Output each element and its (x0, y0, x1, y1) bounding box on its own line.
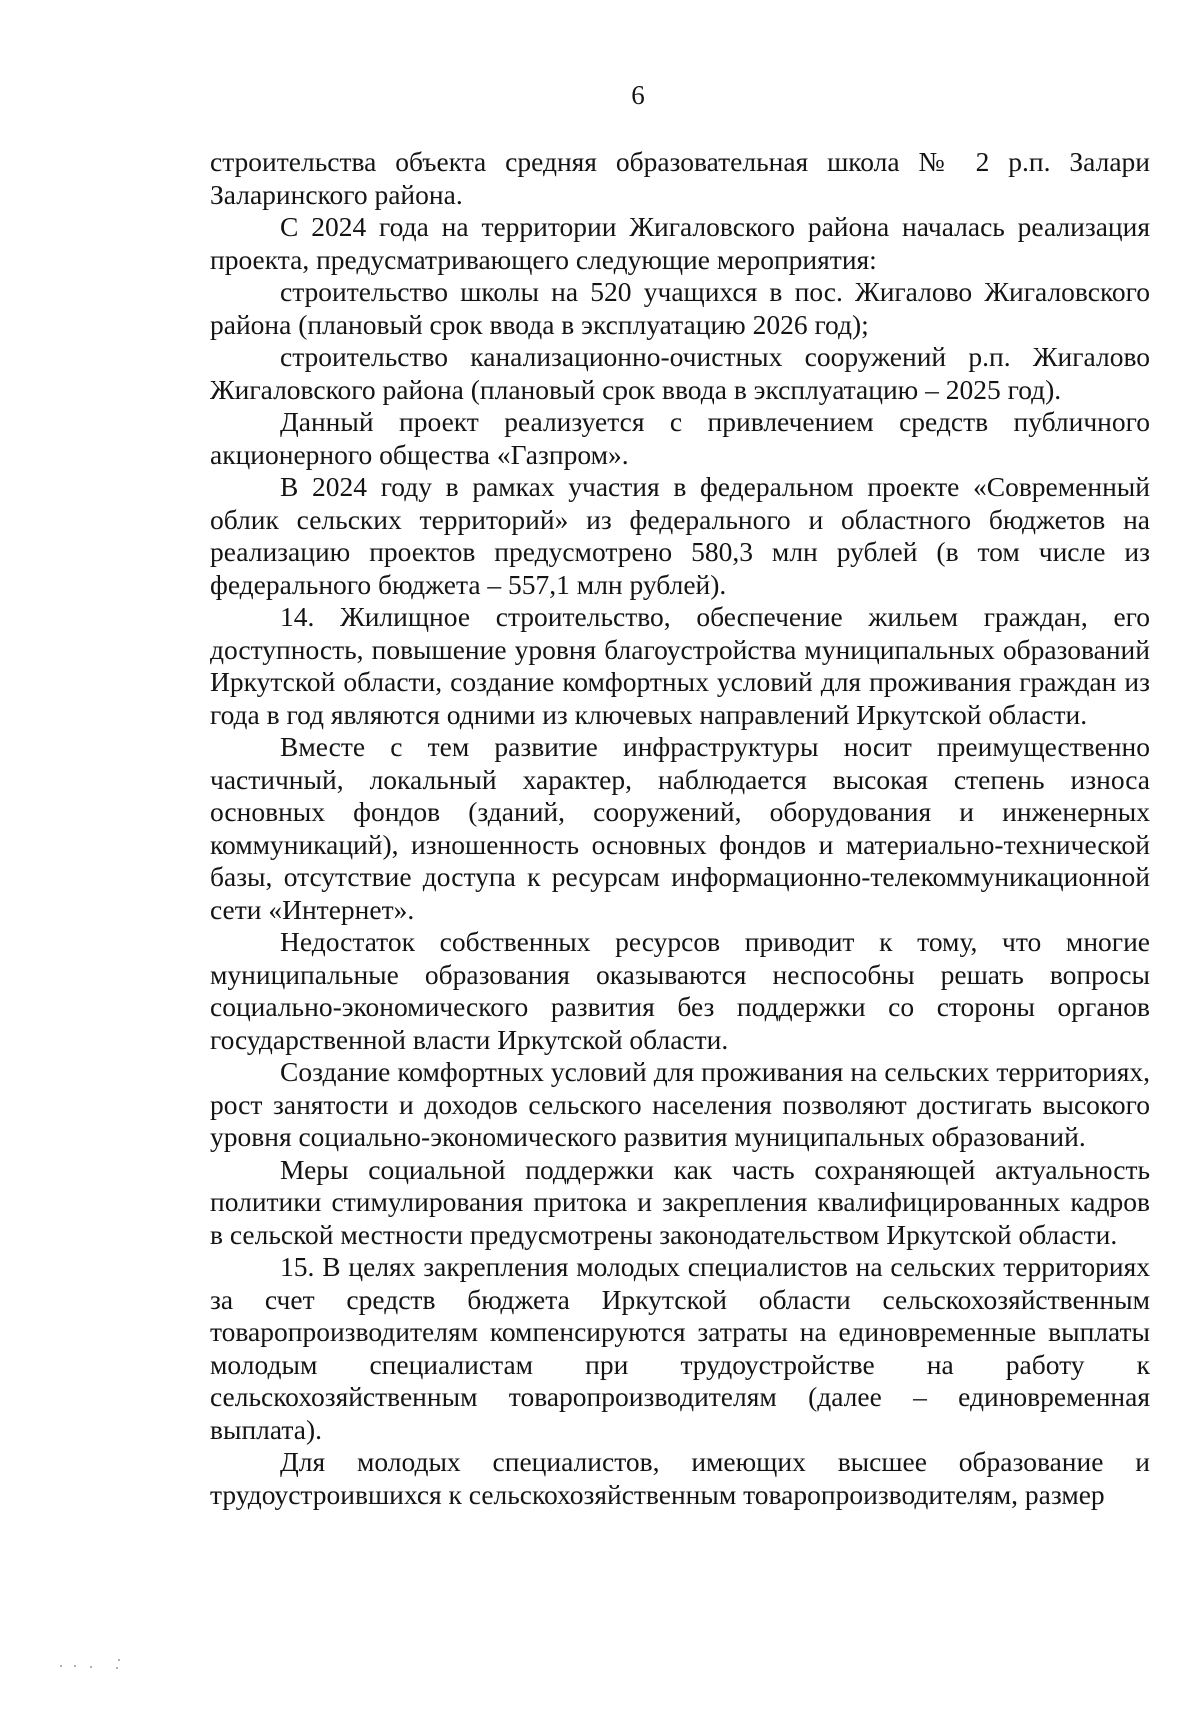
paragraph: Недостаток собственных ресурсов приводит к тому, что многие муниципальные образования оказываются неспособны решать вопросы социально-экономического развития без поддержки со стороны органов государственной власти Иркутской области. (210, 926, 1150, 1055)
page-number: 6 (631, 80, 645, 110)
paragraph: строительство канализационно-очистных сооружений р.п. Жигалово Жигаловского района (плановый срок ввода в эксплуатацию – 2025 год). (210, 341, 1150, 405)
paragraph: В 2024 году в рамках участия в федеральном проекте «Современный облик сельских территорий» из федерального и областного бюджетов на реализацию проектов предусмотрено 580,3 млн рублей (в том числе из федерального бюджета – 557,1 млн рублей). (210, 471, 1150, 600)
paragraph: Создание комфортных условий для проживания на сельских территориях, рост занятости и доходов сельского населения позволяют достигать высокого уровня социально-экономического развития муниципальных образований. (210, 1056, 1150, 1152)
paragraph: строительство школы на 520 учащихся в пос. Жигалово Жигаловского района (плановый срок ввода в эксплуатацию 2026 год); (210, 276, 1150, 340)
paragraph: Для молодых специалистов, имеющих высшее образование и трудоустроившихся к сельскохозяйственным товаропроизводителям, размер (210, 1446, 1150, 1510)
paragraph: Данный проект реализуется с привлечением средств публичного акционерного общества «Газпром». (210, 406, 1150, 470)
paragraph: Меры социальной поддержки как часть сохраняющей актуальность политики стимулирования притока и закрепления квалифицированных кадров в сельской местности предусмотрены законодательством Иркутской области. (210, 1153, 1150, 1250)
paragraph: 15. В целях закрепления молодых специалистов на сельских территориях за счет средств бюджета Иркутской области сельскохозяйственным товаропроизводителям компенсируются затраты на единовременные выплаты молодым специалистам при трудоустройстве на работу к сельскохозяйственным товаропроизводителям (далее – единовременная выплата). (210, 1251, 1150, 1445)
paragraph: Вместе с тем развитие инфраструктуры носит преимущественно частичный, локальный характер, наблюдается высокая степень износа основных фондов (зданий, сооружений, оборудования и инженерных коммуникаций), изношенность основных фондов и материально-технической базы, отсутствие доступа к ресурсам информационно-телекоммуникационной сети «Интернет». (210, 731, 1150, 925)
document-body (210, 146, 1150, 1511)
paragraph: строительства объекта средняя образовательная школа № 2 р.п. Залари Заларинского района. (210, 146, 1150, 210)
scan-specks (60, 1655, 130, 1675)
paragraph: С 2024 года на территории Жигаловского района началась реализация проекта, предусматривающего следующие мероприятия: (210, 211, 1150, 275)
paragraph: 14. Жилищное строительство, обеспечение жильем граждан, его доступность, повышение уровня благоустройства муниципальных образований Иркутской области, создание комфортных условий для проживания граждан из года в год являются одними из ключевых направлений Иркутской области. (210, 601, 1150, 730)
